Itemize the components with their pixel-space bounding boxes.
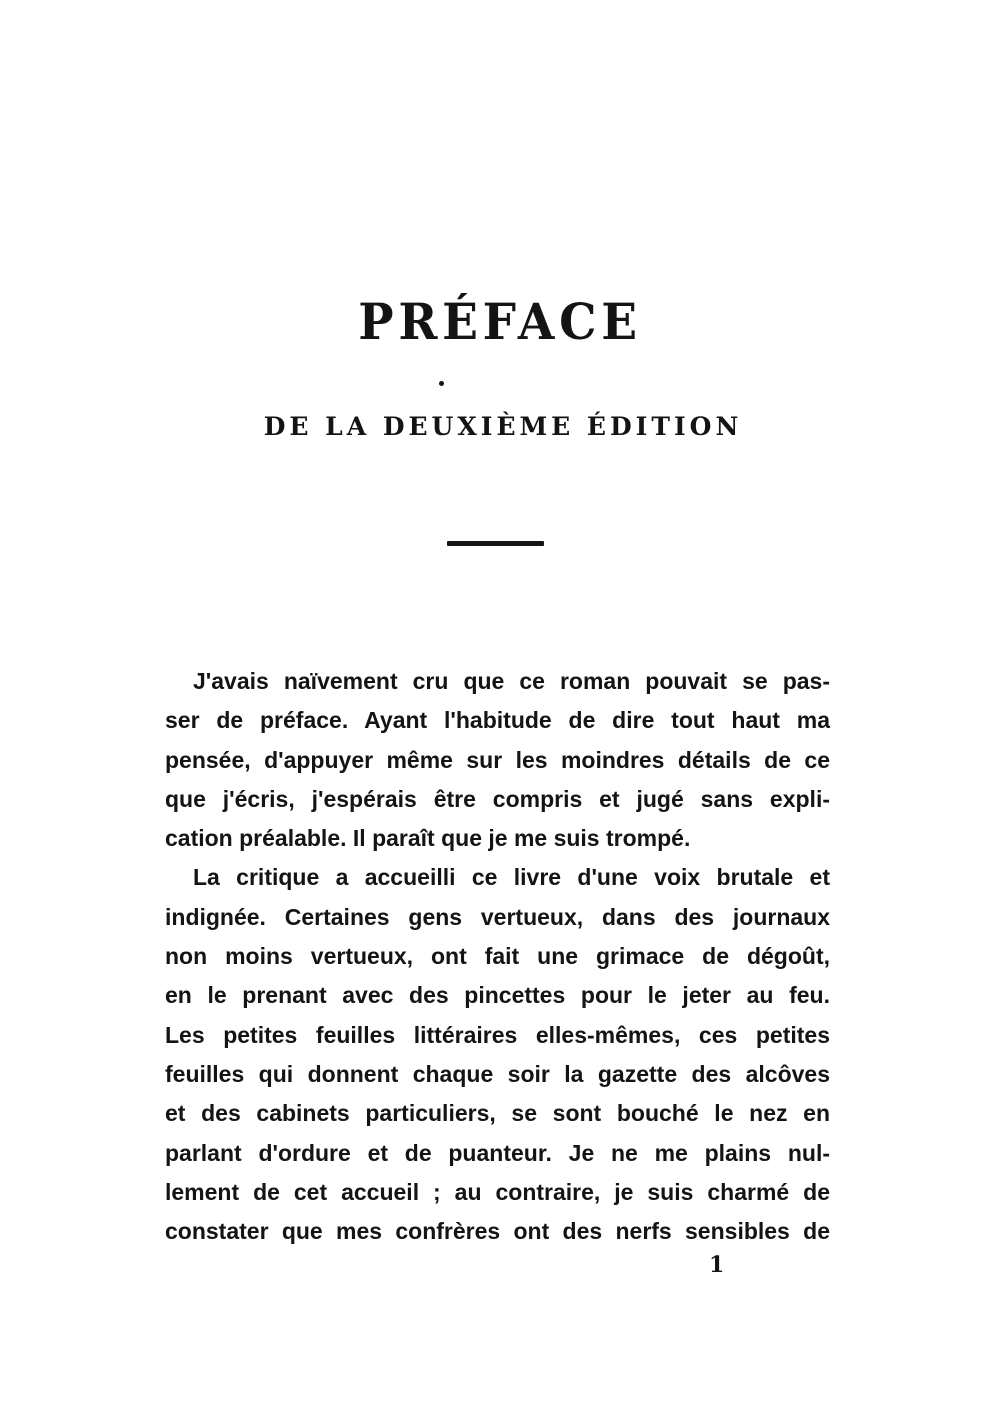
text-line: cation préalable. Il paraît que je me suis trompé. bbox=[165, 825, 691, 852]
signature-mark: 1 bbox=[709, 1252, 725, 1278]
text-line: constater que mes confrères ont des nerfs sensibles de bbox=[165, 1218, 830, 1245]
text-line: non moins vertueux, ont fait une grimace de dégoût, bbox=[165, 943, 830, 970]
body-text bbox=[165, 662, 830, 1251]
text-line: feuilles qui donnent chaque soir la gazette des alcôves bbox=[165, 1060, 830, 1087]
text-line: pensée, d'appuyer même sur les moindres détails de ce bbox=[165, 746, 830, 773]
separator-rule bbox=[447, 541, 544, 546]
text-line: en le prenant avec des pincettes pour le jeter au feu. bbox=[165, 982, 830, 1009]
text-line: indignée. Certaines gens vertueux, dans des journaux bbox=[165, 903, 830, 930]
page-subtitle: DE LA DEUXIÈME ÉDITION bbox=[263, 412, 743, 441]
text-line: J'avais naïvement cru que ce roman pouvait se pas- bbox=[193, 668, 830, 694]
text-line: et des cabinets particuliers, se sont bouché le nez en bbox=[165, 1100, 830, 1127]
text-line: La critique a accueilli ce livre d'une voix brutale et bbox=[193, 864, 830, 891]
text-line: ser de préface. Ayant l'habitude de dire tout haut ma bbox=[165, 707, 830, 734]
text-line: Les petites feuilles littéraires elles-mêmes, ces petites bbox=[165, 1021, 830, 1048]
page-title: PRÉFACE bbox=[358, 292, 642, 351]
text-line: parlant d'ordure et de puanteur. Je ne me plains nul- bbox=[165, 1139, 830, 1166]
ornament-dot bbox=[439, 381, 444, 386]
text-line: lement de cet accueil ; au contraire, je suis charmé de bbox=[165, 1178, 830, 1205]
text-line: que j'écris, j'espérais être compris et jugé sans expli- bbox=[165, 785, 830, 812]
